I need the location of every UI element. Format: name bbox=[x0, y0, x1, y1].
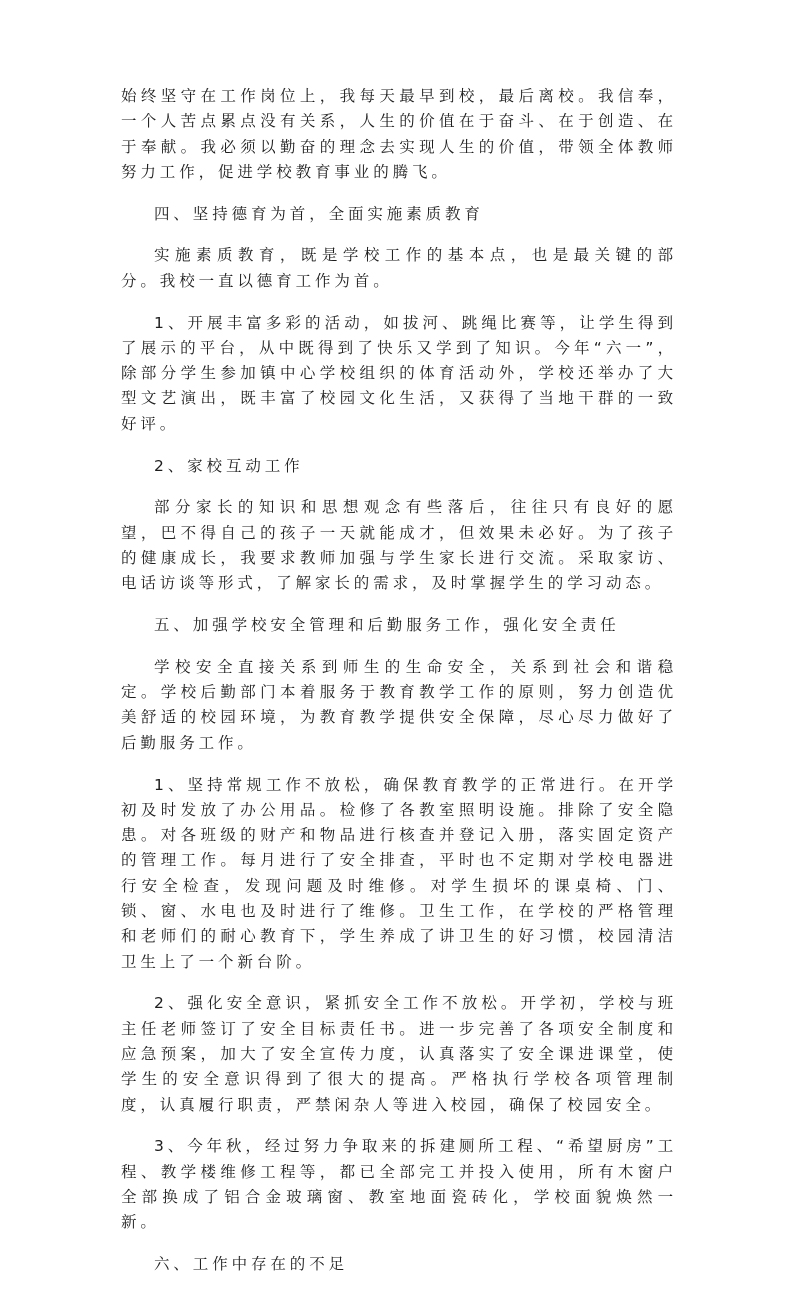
paragraph-construction: 3、今年秋，经过努力争取来的拆建厕所工程、“希望厨房”工程、教学楼维修工程等，都已全部完工并投入使用，所有木窗户全部换成了铝合金玻璃窗、教室地面瓷砖化，学校面貌焕然一新。 bbox=[121, 1137, 677, 1232]
section-heading-shortcomings: 六、工作中存在的不足 bbox=[154, 1255, 349, 1274]
paragraph-dedication: 始终坚守在工作岗位上，我每天最早到校，最后离校。我信奉，一个人苦点累点没有关系，人生的价值在于奋斗、在于创造、在于奉献。我必须以勤奋的理念去实现人生的价值，带领全体教师努力工作，促进学校教育事业的腾飞。 bbox=[121, 87, 677, 181]
section-heading-moral-education: 四、坚持德育为首，全面实施素质教育 bbox=[154, 204, 484, 223]
document-page bbox=[121, 84, 677, 1294]
paragraph-activities: 1、开展丰富多彩的活动，如拔河、跳绳比赛等，让学生得到了展示的平台，从中既得到了快乐又学到了知识。今年“六一”，除部分学生参加镇中心学校组织的体育活动外，学校还举办了大型文艺演出，既丰富了校园文化生活，又获得了当地干群的一致好评。 bbox=[121, 313, 677, 433]
paragraph-parents: 部分家长的知识和思想观念有些落后，往往只有良好的愿望，巴不得自己的孩子一天就能成才，但效果未必好。为了孩子的健康成长，我要求教师加强与学生家长进行交流。采取家访、电话访谈等形式，了解家长的需求，及时掌握学生的学习动态。 bbox=[121, 498, 677, 593]
paragraph-routine-work: 1、坚持常规工作不放松，确保教育教学的正常进行。在开学初及时发放了办公用品。检修了各教室照明设施。排除了安全隐患。对各班级的财产和物品进行核查并登记入册，落实固定资产的管理工作。每月进行了安全排查，平时也不定期对学校电器进行安全检查，发现问题及时维修。对学生损坏的课桌椅、门、锁、窗、水电也及时进行了维修。卫生工作，在学校的严格管理和老师们的耐心教育下，学生养成了讲卫生的好习惯，校园清洁卫生上了一个新台阶。 bbox=[121, 775, 677, 971]
paragraph-safety-awareness: 2、强化安全意识，紧抓安全工作不放松。开学初，学校与班主任老师签订了安全目标责任书。进一步完善了各项安全制度和应急预案，加大了安全宣传力度，认真落实了安全课进课堂，使学生的安全意识得到了很大的提高。严格执行学校各项管理制度，认真履行职责，严禁闲杂人等进入校园，确保了校园安全。 bbox=[121, 994, 677, 1114]
paragraph-quality-education: 实施素质教育，既是学校工作的基本点，也是最关键的部分。我校一直以德育工作为首。 bbox=[121, 246, 677, 290]
paragraph-safety-intro: 学校安全直接关系到师生的生命安全，关系到社会和谐稳定。学校后勤部门本着服务于教育教学工作的原则，努力创造优美舒适的校园环境，为教育教学提供安全保障，尽心尽力做好了后勤服务工作。 bbox=[121, 657, 677, 752]
subheading-home-school: 2、家校互动工作 bbox=[154, 456, 304, 475]
section-heading-safety: 五、加强学校安全管理和后勤服务工作，强化安全责任 bbox=[154, 616, 620, 635]
